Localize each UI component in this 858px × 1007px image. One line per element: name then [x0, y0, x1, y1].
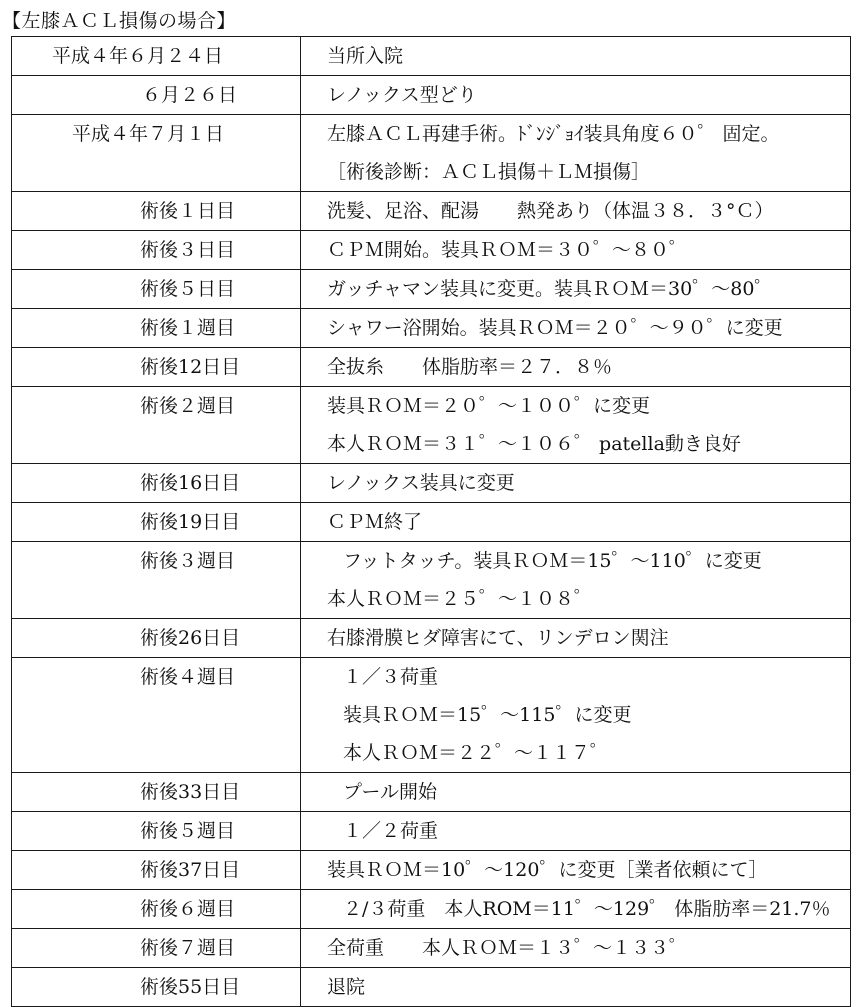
- event-line: レノックス型どり: [327, 84, 477, 106]
- event-line: 全抜糸 体脂肪率＝２７．８％: [327, 356, 613, 378]
- event-cell: [301, 270, 851, 309]
- date-text: 術後２週目: [140, 395, 236, 417]
- event-line: 洗髪、足浴、配湯 熱発あり（体温３８．３°Ｃ）: [327, 200, 774, 222]
- event-line: 右膝滑膜ヒダ障害にて、リンデロン関注: [327, 627, 669, 649]
- table-row: [12, 619, 851, 658]
- event-cell: [301, 387, 851, 464]
- event-cell: [301, 192, 851, 231]
- date-cell: [12, 542, 301, 619]
- date-cell: [12, 464, 301, 503]
- date-text: 術後４週目: [140, 666, 236, 688]
- table-row: [12, 890, 851, 929]
- event-cell: [301, 503, 851, 542]
- date-text: 術後37日目: [140, 859, 241, 881]
- event-line: レノックス装具に変更: [327, 472, 515, 494]
- date-cell: [12, 348, 301, 387]
- table-row: [12, 658, 851, 773]
- event-line: シャワー浴開始。装具ＲＯＭ＝２０゜～９０゜に変更: [327, 317, 783, 339]
- event-cell: [301, 658, 851, 773]
- date-text: 術後33日目: [140, 781, 241, 803]
- event-cell: [301, 309, 851, 348]
- date-cell: [12, 76, 301, 115]
- table-row: [12, 387, 851, 464]
- event-cell: [301, 37, 851, 76]
- event-cell: [301, 812, 851, 851]
- date-cell: [12, 929, 301, 968]
- date-cell: [12, 890, 301, 929]
- event-line: 装具ＲＯＭ＝２０゜～１００゜に変更: [327, 395, 651, 417]
- event-cell: [301, 619, 851, 658]
- event-line: 本人ＲＯＭ＝３１゜～１０６゜ patella動き良好: [327, 433, 741, 455]
- date-cell: [12, 658, 301, 773]
- event-line: １／３荷重: [343, 666, 439, 688]
- event-line: フットタッチ。装具ＲＯＭ＝15゜～110゜に変更: [343, 550, 762, 572]
- event-cell: [301, 76, 851, 115]
- table-row: [12, 464, 851, 503]
- table-row: [12, 929, 851, 968]
- event-cell: [301, 890, 851, 929]
- date-cell: [12, 231, 301, 270]
- event-line: プール開始: [343, 781, 438, 803]
- event-cell: [301, 851, 851, 890]
- event-cell: [301, 231, 851, 270]
- table-row: [12, 309, 851, 348]
- date-text: 術後１週目: [140, 317, 236, 339]
- table-row: [12, 76, 851, 115]
- date-cell: [12, 619, 301, 658]
- date-cell: [12, 851, 301, 890]
- table-row: [12, 348, 851, 387]
- date-cell: [12, 812, 301, 851]
- date-cell: [12, 387, 301, 464]
- date-text: 術後７週目: [140, 937, 236, 959]
- date-text: 術後26日目: [140, 627, 241, 649]
- date-text: 術後12日目: [140, 356, 241, 378]
- date-cell: [12, 309, 301, 348]
- date-text: 術後５週目: [140, 820, 236, 842]
- table-row: [12, 773, 851, 812]
- date-text: 術後５日目: [140, 278, 236, 300]
- event-line: 本人ＲＯＭ＝２２゜～１１７゜: [343, 742, 610, 764]
- event-line: ２/３荷重 本人ROM＝11゜～129゜ 体脂肪率＝21.7％: [343, 898, 831, 920]
- table-row: [12, 968, 851, 1007]
- date-text: 術後19日目: [140, 511, 241, 533]
- rehab-timeline-table: [11, 36, 851, 1007]
- event-line: １／２荷重: [343, 820, 439, 842]
- event-cell: [301, 968, 851, 1007]
- date-text: 平成４年７月１日: [72, 123, 225, 145]
- table-row: [12, 851, 851, 890]
- event-line: 退院: [327, 976, 366, 998]
- table-row: [12, 503, 851, 542]
- table-row: [12, 37, 851, 76]
- event-cell: [301, 542, 851, 619]
- date-cell: [12, 192, 301, 231]
- date-cell: [12, 270, 301, 309]
- event-cell: [301, 348, 851, 387]
- date-cell: [12, 503, 301, 542]
- date-cell: [12, 37, 301, 76]
- date-text: 術後３週目: [140, 550, 236, 572]
- date-cell: [12, 115, 301, 192]
- event-cell: [301, 115, 851, 192]
- event-line: ガッチャマン装具に変更。装具ＲＯＭ＝30゜～80゜: [327, 278, 774, 300]
- timeline-body: [12, 37, 851, 1007]
- event-line: ［術後診断：ＡＣＬ損傷＋ＬＭ損傷］: [327, 161, 651, 183]
- event-line: 左膝ＡＣＬ再建手術。ﾄﾞﾝｼﾞｮｲ装具角度６０゜ 固定。: [327, 123, 780, 145]
- table-row: [12, 192, 851, 231]
- event-line: 全荷重 本人ＲＯＭ＝１３゜～１３３゜: [327, 937, 689, 959]
- date-cell: [12, 968, 301, 1007]
- event-line: ＣＰＭ開始。装具ＲＯＭ＝３０゜～８０゜: [327, 239, 689, 261]
- event-cell: [301, 773, 851, 812]
- date-text: 術後１日目: [140, 200, 236, 222]
- event-cell: [301, 464, 851, 503]
- event-cell: [301, 929, 851, 968]
- date-cell: [12, 773, 301, 812]
- date-text: 術後55日目: [140, 976, 241, 998]
- date-text: 平成４年６月２４日: [52, 45, 224, 67]
- event-line: 装具ＲＯＭ＝15゜～115゜に変更: [343, 704, 632, 726]
- date-text: ６月２６日: [142, 84, 238, 106]
- event-line: 当所入院: [327, 45, 404, 67]
- table-row: [12, 231, 851, 270]
- date-text: 術後６週目: [140, 898, 236, 920]
- table-row: [12, 270, 851, 309]
- date-text: 術後16日目: [140, 472, 241, 494]
- table-row: [12, 812, 851, 851]
- event-line: ＣＰＭ終了: [327, 511, 423, 533]
- event-line: 本人ＲＯＭ＝２５゜～１０８゜: [327, 588, 594, 610]
- date-text: 術後３日目: [140, 239, 236, 261]
- event-line: 装具ＲＯＭ＝10゜～120゜に変更［業者依頼にて］: [327, 859, 768, 881]
- table-row: [12, 115, 851, 192]
- table-row: [12, 542, 851, 619]
- page-title: 【左膝ＡＣＬ損傷の場合】: [2, 10, 237, 32]
